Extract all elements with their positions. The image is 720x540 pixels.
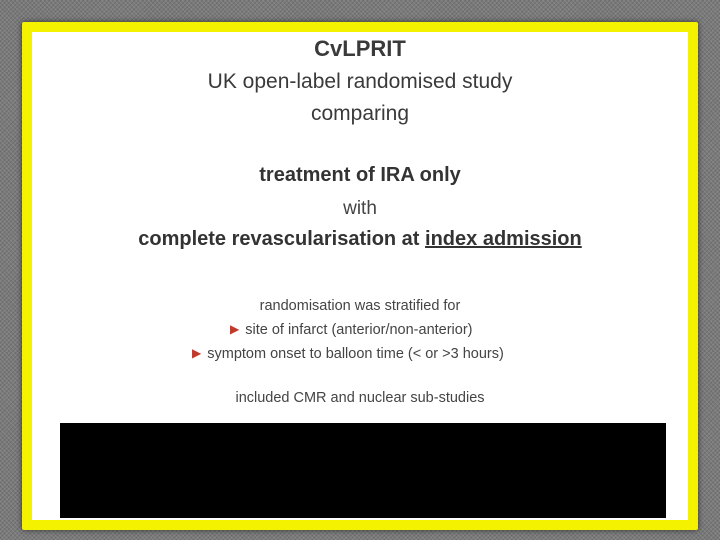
redaction-box <box>60 423 666 518</box>
complete-revascularisation-line <box>32 228 688 251</box>
triangle-bullet-icon: ▶ <box>230 322 240 336</box>
complete-line-prefix: complete revascularisation at <box>138 228 426 250</box>
slide-title: CvLPRIT <box>314 36 406 61</box>
slide-frame <box>22 22 698 530</box>
bullet-text: site of infarct (anterior/non-anterior) <box>245 322 473 338</box>
bullet-item <box>192 346 504 362</box>
triangle-bullet-icon: ▶ <box>192 346 202 360</box>
treatment-line: treatment of IRA only <box>259 164 461 186</box>
stratified-line: randomisation was stratified for <box>259 298 461 314</box>
index-admission-text: index admission <box>425 228 582 250</box>
substudies-line: included CMR and nuclear sub-studies <box>235 390 485 406</box>
subtitle-line-2: comparing <box>310 102 410 125</box>
bullet-item <box>230 322 473 338</box>
slide-content <box>32 32 688 520</box>
subtitle-line-1: UK open-label randomised study <box>207 70 513 93</box>
bullet-text: symptom onset to balloon time (< or >3 hours) <box>207 346 504 362</box>
with-line: with <box>343 198 377 219</box>
